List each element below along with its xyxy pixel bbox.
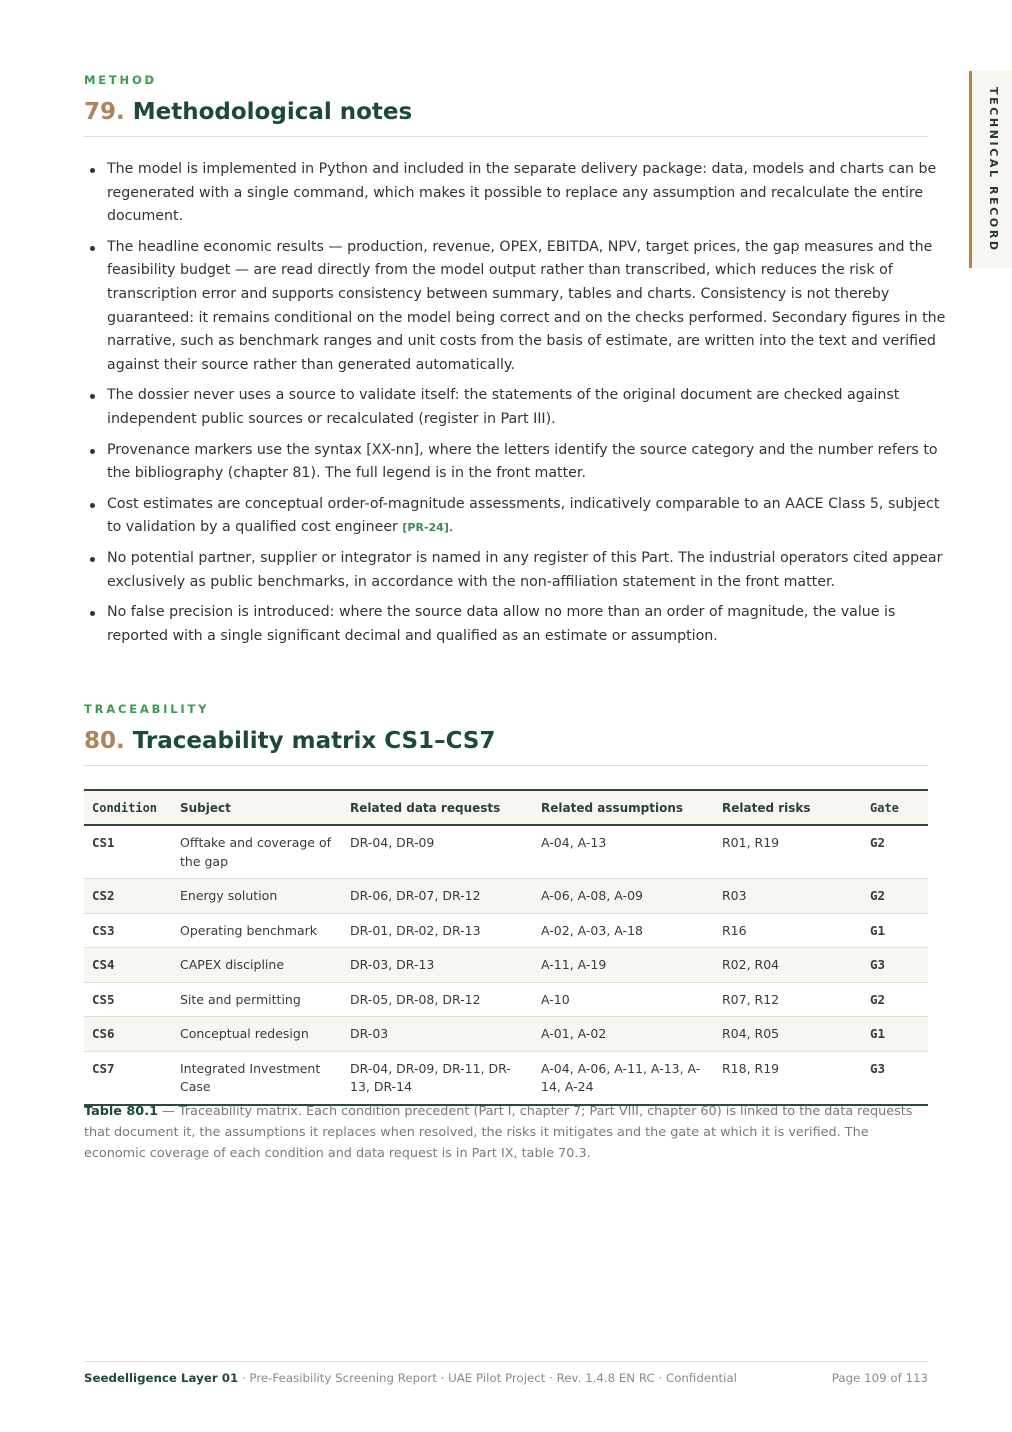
subject-cell: Operating benchmark xyxy=(172,913,342,948)
traceability-table xyxy=(84,789,928,1106)
footer-brand: Seedelligence Layer 01 xyxy=(84,1371,239,1385)
condition-cell: CS4 xyxy=(84,948,172,983)
assumptions-cell: A-06, A-08, A-09 xyxy=(533,879,714,914)
column-header-data-requests: Related data requests xyxy=(342,790,533,825)
assumptions-cell: A-10 xyxy=(533,982,714,1017)
risks-cell: R03 xyxy=(714,879,862,914)
subject-cell: CAPEX discipline xyxy=(172,948,342,983)
footer-text: · Pre-Feasibility Screening Report · UAE Pilot Project · Rev. 1.4.8 EN RC · Confidential xyxy=(238,1371,737,1385)
assumptions-cell: A-11, A-19 xyxy=(533,948,714,983)
method-notes-list xyxy=(84,158,951,655)
list-item-text: Cost estimates are conceptual order-of-magnitude assessments, indicatively comparable to an AACE Class 5, subject to validation by a qualified cost engineer xyxy=(107,495,940,536)
assumptions-cell: A-01, A-02 xyxy=(533,1017,714,1052)
section-80-heading xyxy=(84,728,928,766)
side-tab-label: TECHNICAL RECORD xyxy=(987,86,1000,253)
data-requests-cell: DR-06, DR-07, DR-12 xyxy=(342,879,533,914)
footer-document-info xyxy=(84,1371,737,1385)
condition-cell: CS5 xyxy=(84,982,172,1017)
column-header-risks: Related risks xyxy=(714,790,862,825)
condition-cell: CS7 xyxy=(92,1060,115,1076)
data-requests-cell: DR-04, DR-09, DR-11, DR-13, DR-14 xyxy=(350,1060,511,1094)
gate-cell: G2 xyxy=(862,879,928,914)
risks-cell: R04, R05 xyxy=(714,1017,862,1052)
condition-cell: CS2 xyxy=(84,879,172,914)
risks-cell: R16 xyxy=(714,913,862,948)
section-79-heading xyxy=(84,99,928,137)
column-header-subject: Subject xyxy=(172,790,342,825)
table-row xyxy=(84,982,928,1017)
assumptions-cell: A-04, A-06, A-11, A-13, A-14, A-24 xyxy=(541,1060,701,1094)
section-80-eyebrow: TRACEABILITY xyxy=(84,702,210,716)
list-item xyxy=(107,493,951,540)
gate-cell: G1 xyxy=(862,1017,928,1052)
data-requests-cell: DR-04, DR-09 xyxy=(342,825,533,879)
list-item: The headline economic results — production, revenue, OPEX, EBITDA, NPV, target prices, the gap measures and the feasibility budget — are read directly from the model output rather than transcribed, which reduces the risk of transcription error and supports consistency between summary, tables and charts. Consistency is not thereby guaranteed: it remains conditional on the model being correct and on the checks performed. Secondary figures in the narrative, such as benchmark ranges and unit costs from the basis of estimate, are written into the text and verified against their source rather than generated automatically. xyxy=(107,236,951,378)
subject-cell: Offtake and coverage of the gap xyxy=(172,825,342,879)
table-caption-text: — Traceability matrix. Each condition precedent (Part I, chapter 7; Part VIII, chapter 60) is linked to the data requests that document it, the assumptions it replaces when resolved, the risks it mitigates and the gate at which it is verified. The economic coverage of each condition and data request is in Part IX, table 70.3. xyxy=(84,1104,913,1161)
table-row xyxy=(84,1051,928,1105)
table-row xyxy=(84,1017,928,1052)
table-row xyxy=(84,913,928,948)
gate-cell: G3 xyxy=(870,1060,886,1076)
subject-cell: Conceptual redesign xyxy=(172,1017,342,1052)
subject-cell: Site and permitting xyxy=(172,982,342,1017)
gate-cell: G1 xyxy=(862,913,928,948)
section-79-number: 79. xyxy=(84,99,125,125)
list-item: No false precision is introduced: where the source data allow no more than an order of magnitude, the value is reported with a single significant decimal and qualified as an estimate or assumption. xyxy=(107,601,951,648)
table-caption xyxy=(84,1101,928,1164)
condition-cell: CS1 xyxy=(84,825,172,879)
column-header-gate: Gate xyxy=(862,790,928,825)
footer-page-number: Page 109 of 113 xyxy=(831,1371,928,1385)
gate-cell: G2 xyxy=(862,982,928,1017)
provenance-marker: [PR-24] xyxy=(402,521,449,535)
table-header-row xyxy=(84,790,928,825)
list-item: The model is implemented in Python and included in the separate delivery package: data, models and charts can be regenerated with a single command, which makes it possible to replace any assumption and recalculate the entire document. xyxy=(107,158,951,229)
assumptions-cell: A-04, A-13 xyxy=(533,825,714,879)
data-requests-cell: DR-03, DR-13 xyxy=(342,948,533,983)
list-item-end: . xyxy=(448,519,454,536)
section-80-title: Traceability matrix CS1–CS7 xyxy=(132,728,496,754)
gate-cell: G3 xyxy=(862,948,928,983)
risks-cell: R18, R19 xyxy=(722,1060,780,1076)
assumptions-cell: A-02, A-03, A-18 xyxy=(533,913,714,948)
data-requests-cell: DR-01, DR-02, DR-13 xyxy=(342,913,533,948)
table-row xyxy=(84,948,928,983)
table-row xyxy=(84,879,928,914)
data-requests-cell: DR-05, DR-08, DR-12 xyxy=(342,982,533,1017)
page-footer xyxy=(84,1361,928,1385)
condition-cell: CS6 xyxy=(84,1017,172,1052)
subject-cell: Energy solution xyxy=(172,879,342,914)
table-row xyxy=(84,825,928,879)
risks-cell: R07, R12 xyxy=(714,982,862,1017)
section-79-eyebrow: METHOD xyxy=(84,73,157,87)
condition-cell: CS3 xyxy=(84,913,172,948)
section-79-title: Methodological notes xyxy=(132,99,413,125)
list-item: No potential partner, supplier or integrator is named in any register of this Part. The industrial operators cited appear exclusively as public benchmarks, in accordance with the non-affiliation statement in the front matter. xyxy=(107,547,951,594)
data-requests-cell: DR-03 xyxy=(342,1017,533,1052)
risks-cell: R01, R19 xyxy=(714,825,862,879)
risks-cell: R02, R04 xyxy=(714,948,862,983)
table-caption-label: Table 80.1 xyxy=(84,1104,158,1119)
column-header-condition: Condition xyxy=(84,790,172,825)
section-80-number: 80. xyxy=(84,728,125,754)
side-tab xyxy=(969,71,1012,268)
column-header-assumptions: Related assumptions xyxy=(533,790,714,825)
list-item: The dossier never uses a source to validate itself: the statements of the original document are checked against independent public sources or recalculated (register in Part III). xyxy=(107,384,951,431)
gate-cell: G2 xyxy=(862,825,928,879)
list-item: Provenance markers use the syntax [XX-nn], where the letters identify the source category and the number refers to the bibliography (chapter 81). The full legend is in the front matter. xyxy=(107,439,951,486)
subject-cell: Integrated Investment Case xyxy=(180,1060,321,1094)
